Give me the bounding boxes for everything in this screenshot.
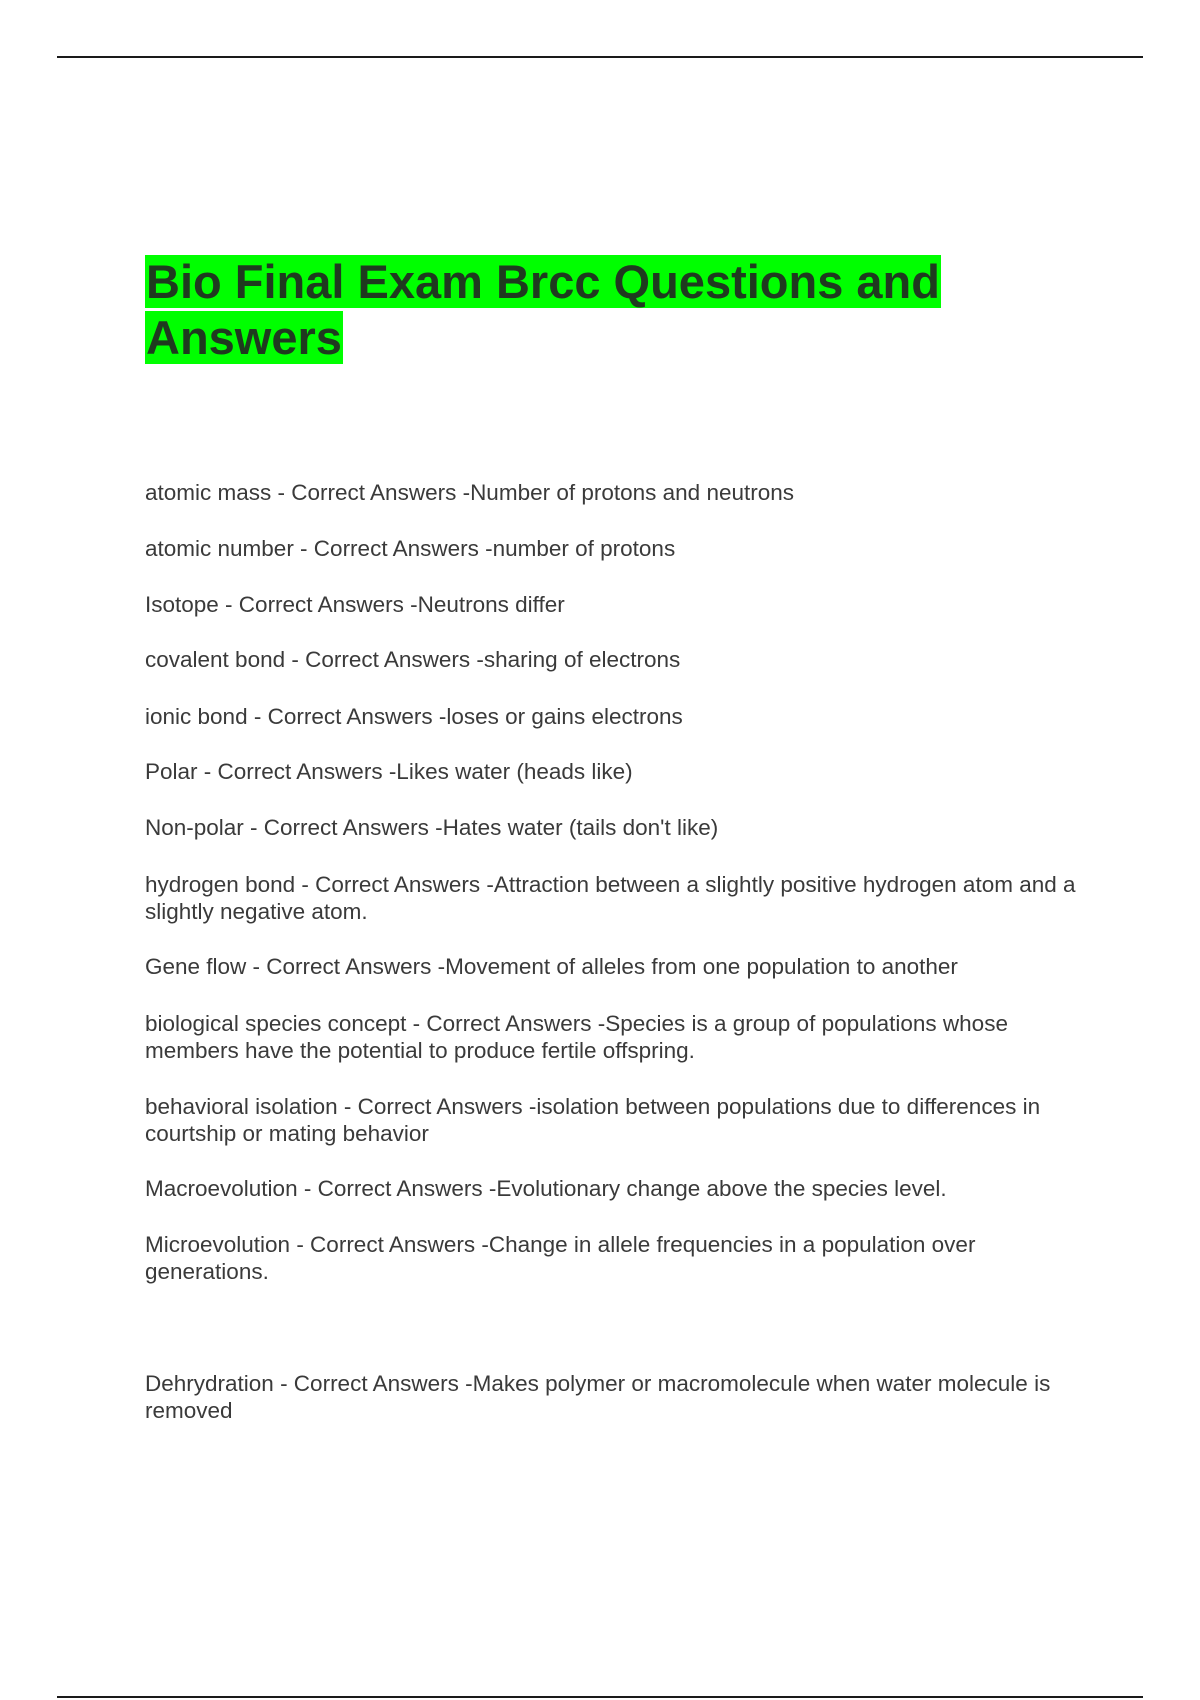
qa-entry-atomic-number: atomic number - Correct Answers -number of protons [145,536,676,561]
qa-entry-macroevolution: Macroevolution - Correct Answers -Evolutionary change above the species level. [145,1176,947,1201]
qa-entry-microevolution: Microevolution - Correct Answers -Change in allele frequencies in a population over generations. [145,1232,976,1284]
qa-entry-behavioral-isolation: behavioral isolation - Correct Answers -isolation between populations due to differences in courtship or mating behavior [145,1094,1041,1146]
top-divider [57,56,1143,58]
qa-entry-isotope: Isotope - Correct Answers -Neutrons differ [145,592,565,617]
qa-entry-polar: Polar - Correct Answers -Likes water (heads like) [145,759,633,784]
qa-entry-hydrogen-bond: hydrogen bond - Correct Answers -Attraction between a slightly positive hydrogen atom and a slightly negative atom. [145,872,1076,924]
title-highlight: Bio Final Exam Brcc Questions and Answers [146,255,940,364]
bottom-divider [57,1696,1143,1698]
qa-entry-gene-flow: Gene flow - Correct Answers -Movement of alleles from one population to another [145,954,958,979]
qa-entry-atomic-mass: atomic mass - Correct Answers -Number of protons and neutrons [145,480,795,505]
qa-entry-covalent-bond: covalent bond - Correct Answers -sharing of electrons [145,647,681,672]
document-title [145,254,975,366]
qa-entry-non-polar: Non-polar - Correct Answers -Hates water (tails don't like) [145,815,719,840]
qa-entry-ionic-bond: ionic bond - Correct Answers -loses or gains electrons [145,704,683,729]
qa-entry-biological-species-concept: biological species concept - Correct Answers -Species is a group of populations whose members have the potential to produce fertile offspring. [145,1011,1008,1063]
qa-entry-dehydration: Dehrydration - Correct Answers -Makes polymer or macromolecule when water molecule is removed [145,1371,1051,1423]
